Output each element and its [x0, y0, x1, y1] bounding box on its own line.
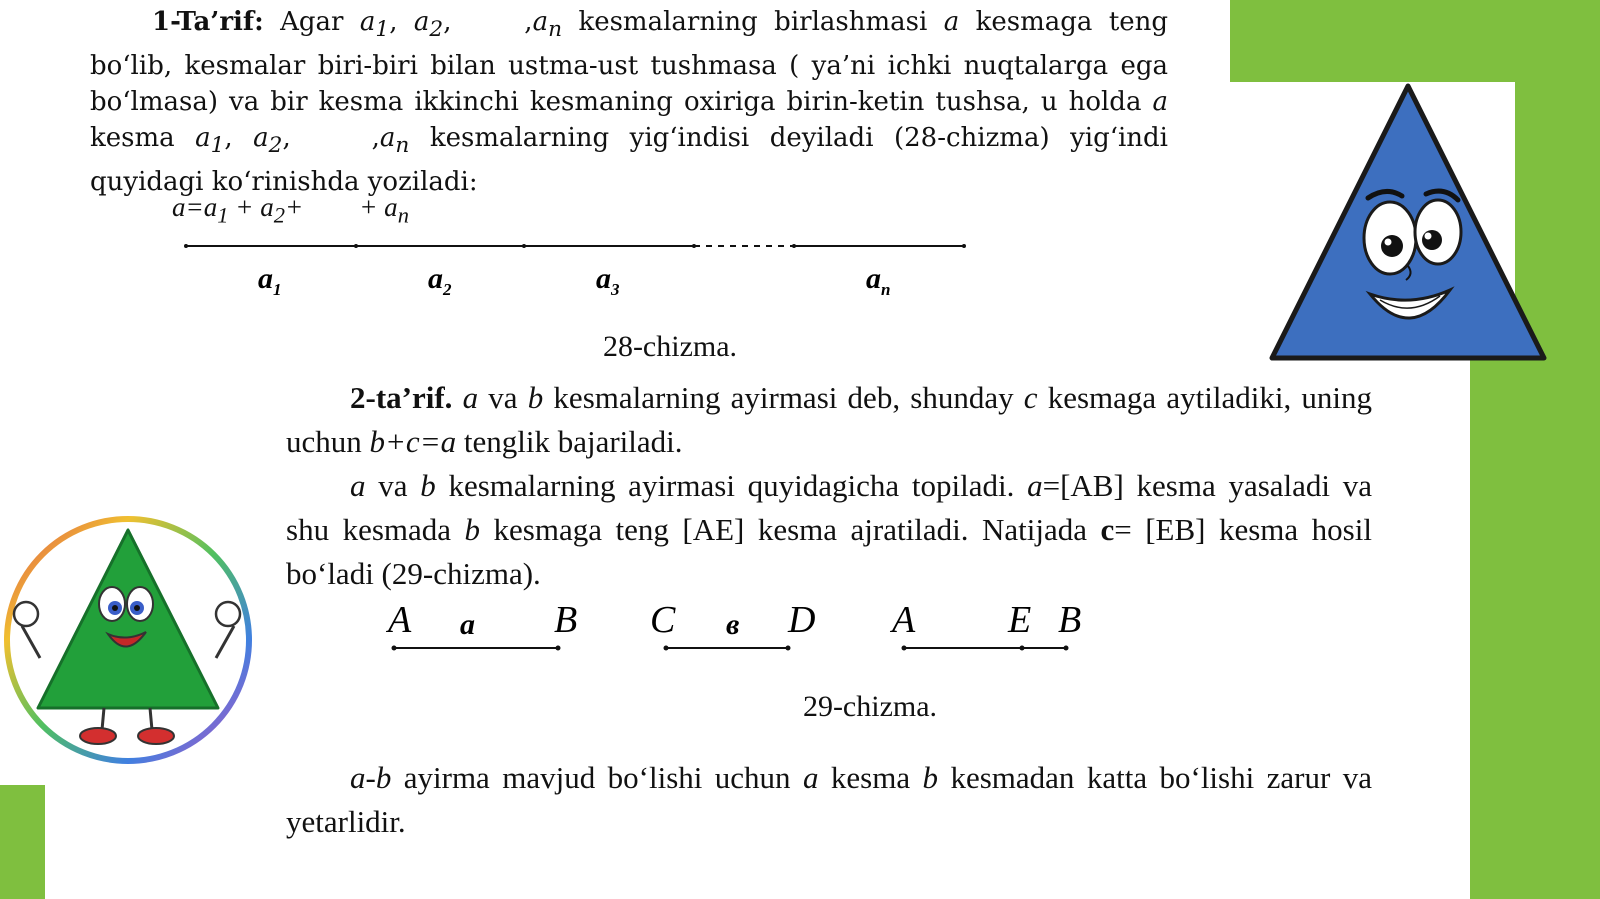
fig29-point-D: D: [788, 599, 816, 641]
formula-plus-1: + a: [228, 192, 274, 222]
para3-b: b: [420, 468, 436, 503]
point-4: [792, 244, 796, 248]
point-1: [354, 244, 358, 248]
def1-a1-2: a: [195, 123, 211, 154]
tick-E: [1020, 646, 1025, 651]
def1-text-2: kesmalarning birlashmasi: [562, 7, 944, 37]
para3-b2: b: [464, 512, 481, 547]
tick-B: [556, 646, 561, 651]
def2-equation: b+c=a: [369, 424, 457, 459]
sum-formula: [172, 192, 409, 228]
figure-29-caption: 29-chizma.: [802, 690, 938, 723]
fig29-point-A2: A: [892, 599, 916, 641]
def1-a1: a: [359, 7, 376, 37]
def1-an-2: a: [379, 123, 396, 154]
green-band-right-lower: [1470, 360, 1600, 899]
def2-text-1: kesmalarning ayirmasi deb, shunday: [543, 380, 1024, 415]
green-triangle-mascot-icon: [0, 508, 256, 774]
tick-A2: [902, 646, 907, 651]
def1-a2-sub-2: 2: [268, 133, 283, 159]
point-start: [184, 244, 188, 248]
def1-sep1-2: ,: [224, 123, 254, 154]
fig28-label-a3-sub: 3: [611, 280, 620, 299]
def1-text-3: kesmaga teng bo‘lib, kesmalar biri-biri bilan ustma-ust tushmasa ( ya’ni ichki nuqtalarga ega bo‘lmasa) va bir kesma ikkinchi kesmaning oxiriga birin-ketin tushsa, u holda: [90, 7, 1169, 118]
def1-a1-sub: 1: [375, 17, 390, 43]
fig28-label-an-sub: n: [881, 280, 891, 299]
def2-text-2: kesmaga aytiladiki, uning uchun: [286, 380, 1372, 459]
green-corner-bottom-left: [0, 785, 45, 899]
formula-plus-3: + a: [359, 192, 398, 222]
formula-sub-2: 2: [273, 202, 285, 228]
definition-1-label: 1-Ta’rif:: [152, 7, 264, 37]
existence-condition-paragraph: [286, 756, 1372, 844]
point-3: [692, 244, 696, 248]
point-2: [522, 244, 526, 248]
tick-A: [392, 646, 397, 651]
fig29-point-B2: B: [1058, 599, 1082, 641]
difference-method-paragraph: [286, 464, 1372, 596]
formula-left: a=a: [172, 192, 218, 222]
fig29-point-E: E: [1008, 599, 1032, 641]
fig29-point-A: A: [388, 599, 412, 641]
def1-text-5: kesmalarning yig‘indisi deyiladi (28-chizma) yig‘indi quyidagi ko‘rinishda yoziladi:: [90, 123, 1169, 198]
def1-an: a: [532, 7, 549, 37]
def1-text-4: kesma: [90, 123, 196, 154]
point-end: [962, 244, 966, 248]
para4-text-2: kesma: [818, 760, 923, 795]
def1-sep2: ,: [443, 7, 468, 37]
tick-D: [786, 646, 791, 651]
fig28-label-a1-name: a: [258, 262, 273, 295]
fig28-label-a1-sub: 1: [273, 280, 282, 299]
formula-plus-2: +: [284, 192, 304, 222]
fig28-label-a2-sub: 2: [443, 280, 452, 299]
tick-C: [664, 646, 669, 651]
def1-sep2-2: ,: [282, 123, 312, 154]
para4-text-1: ayirma mavjud bo‘lishi uchun: [391, 760, 803, 795]
para3-va: va: [365, 468, 421, 503]
def1-an-sub: n: [548, 17, 563, 43]
def1-sep1: ,: [389, 7, 414, 37]
figure-28-segments: [180, 236, 970, 256]
fig28-label-a2: [428, 262, 452, 300]
para4-text-3: kesmadan katta bo‘lishi zarur va yetarlidir.: [286, 760, 1372, 839]
formula-sub-n: n: [397, 202, 409, 228]
para3-c: c: [1100, 512, 1115, 547]
definition-2-paragraph: [286, 376, 1372, 464]
para3-text-3: kesmaga teng [AE] kesma ajratiladi. Natijada: [480, 512, 1101, 547]
def2-a: a: [462, 380, 479, 415]
def1-a1-sub-2: 1: [210, 133, 225, 159]
def1-text-1: Agar: [280, 7, 344, 37]
figure-28-caption: 28-chizma.: [602, 330, 738, 363]
fig28-label-a1: [258, 262, 282, 300]
def2-b: b: [527, 380, 544, 415]
fig29-segment-b-label: в: [726, 608, 740, 641]
fig28-label-an-name: a: [866, 262, 881, 295]
figure-29-segments: [380, 640, 1080, 656]
para3-text-4: = [EB] kesma hosil bo‘ladi (29-chizma).: [286, 512, 1372, 591]
definition-1-paragraph: [90, 4, 1168, 200]
para3-a: a: [350, 468, 366, 503]
def2-text-3: tenglik bajariladi.: [456, 424, 683, 459]
para4-a: a: [802, 760, 819, 795]
fig29-point-B: B: [554, 599, 578, 641]
blue-triangle-mascot-icon: [1268, 82, 1548, 364]
fig28-label-a3-name: a: [596, 262, 611, 295]
fig28-label-an: [866, 262, 890, 300]
fig29-segment-a-label: a: [460, 608, 475, 641]
def2-c: c: [1023, 380, 1038, 415]
def1-a: a: [943, 7, 960, 37]
def1-a2-2: a: [253, 123, 269, 154]
def1-a2-sub: 2: [429, 17, 444, 43]
para3-a2: a: [1027, 468, 1043, 503]
def1-an-sub-2: n: [395, 133, 410, 159]
para4-b: b: [922, 760, 939, 795]
def1-sep3-2: ,: [351, 123, 380, 154]
def1-sep3: ,: [507, 7, 533, 37]
formula-sub-1: 1: [217, 202, 229, 228]
definition-2-label: 2-ta’rif.: [350, 380, 453, 415]
def1-a2: a: [413, 7, 430, 37]
def1-a-2: a: [1152, 87, 1168, 118]
para3-text-2: =[AB] kesma yasaladi va shu kesmada: [286, 468, 1372, 547]
para3-text-1: kesmalarning ayirmasi quyidagicha topiladi.: [435, 468, 1028, 503]
fig28-label-a3: [596, 262, 620, 300]
fig29-point-C: C: [650, 599, 676, 641]
tick-B2: [1064, 646, 1069, 651]
para4-expression: a-b: [350, 760, 392, 795]
def2-va: va: [478, 380, 528, 415]
fig28-label-a2-name: a: [428, 262, 443, 295]
